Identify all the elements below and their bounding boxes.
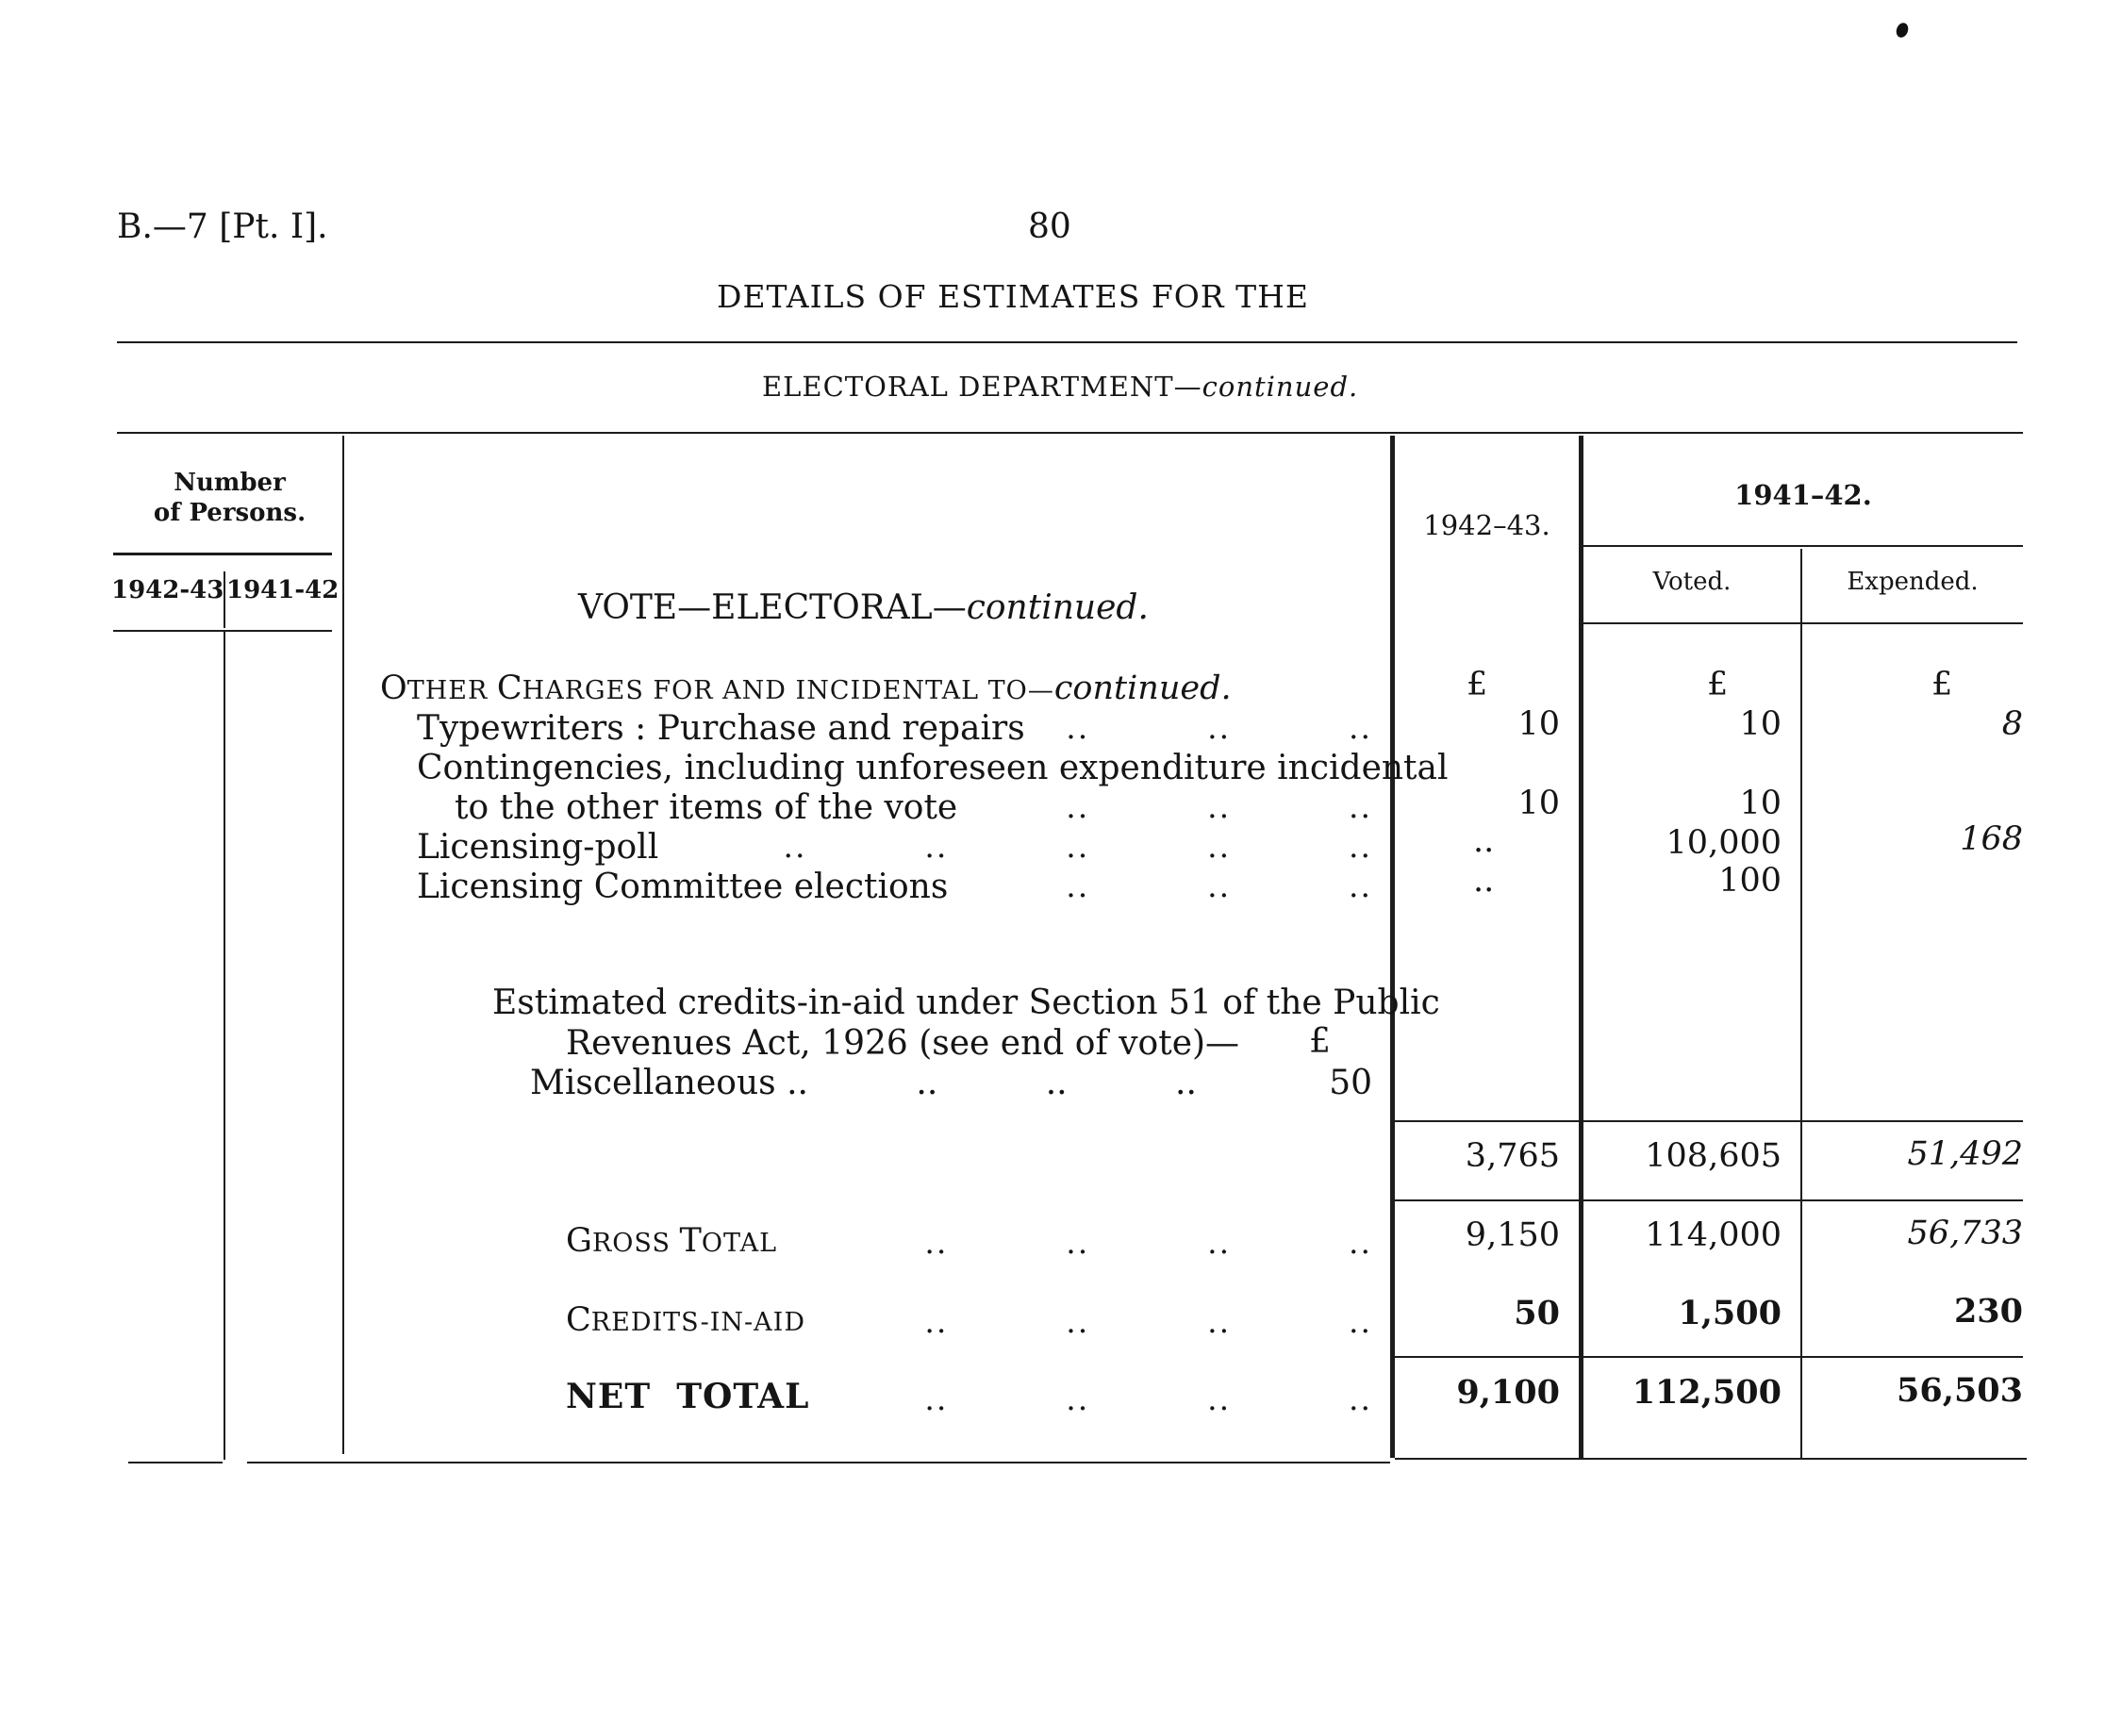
persons-header-line2: of Persons. [153, 499, 307, 527]
subtotal-voted: 108,605 [1645, 1137, 1782, 1175]
net-total-current: 9,100 [1456, 1373, 1560, 1412]
item-voted: 10,000 [1666, 824, 1782, 862]
persons-year-b: 1941-42 [226, 576, 340, 604]
vote-title-text: VOTE—ELECTORAL— [578, 588, 967, 627]
credits-note-currency: £ [1309, 1022, 1331, 1061]
gross-total-part2: OTAL [701, 1229, 778, 1258]
item-current: .. [1473, 822, 1495, 860]
expended-header: Expended. [1847, 568, 1979, 596]
current-year-header: 1942–43. [1423, 509, 1550, 541]
item-label: Typewriters : Purchase and repairs [417, 709, 1025, 748]
page-title: DETAILS OF ESTIMATES FOR THE [717, 278, 1309, 315]
subtotal-expended: 51,492 [1907, 1135, 2023, 1173]
bottom-rule-main [247, 1462, 1390, 1463]
persons-year-tick [224, 571, 225, 628]
vote-title [578, 588, 1149, 627]
credits-note-amount: 50 [1329, 1064, 1372, 1102]
currency-current: £ [1467, 666, 1488, 703]
item-label: Licensing Committee elections [417, 868, 949, 906]
section-heading-initial-c: C [496, 670, 522, 707]
item-label-continuation: to the other items of the vote [455, 788, 958, 827]
net-total-expended: 56,503 [1897, 1371, 2023, 1410]
page-number: 80 [1028, 207, 1071, 246]
top-rule [117, 341, 2017, 343]
vote-title-continued: continued. [966, 588, 1149, 627]
ink-dot [1895, 21, 1911, 39]
persons-divider [224, 630, 225, 1460]
section-heading-initial-o: O [380, 670, 407, 707]
credits-in-aid-voted: 1,500 [1678, 1294, 1782, 1332]
credits-in-aid-initial-c: C [566, 1301, 591, 1339]
net-total-leaders: .. .. .. .. [924, 1381, 1372, 1417]
credits-note-line1: Estimated credits-in-aid under Section 51 of the Public [492, 984, 1440, 1022]
section-heading-part2: HARGES FOR AND INCIDENTAL TO— [522, 676, 1054, 705]
gross-total-part1: ROSS [591, 1229, 680, 1258]
bottom-rule-left [128, 1462, 223, 1463]
persons-header [117, 468, 342, 528]
section-heading [380, 670, 1232, 707]
credits-in-aid-current: 50 [1514, 1294, 1560, 1332]
gross-total-current: 9,150 [1465, 1216, 1560, 1254]
table-top-rule [117, 432, 2023, 434]
item-expended: 8 [2001, 705, 2023, 743]
credits-note-line2: Revenues Act, 1926 (see end of vote)— [566, 1024, 1240, 1063]
department-heading [762, 371, 1358, 403]
gross-total-label [566, 1222, 777, 1260]
net-total-label: NET TOTAL [566, 1377, 810, 1416]
item-expended: 168 [1960, 820, 2023, 858]
item-leaders: .. .. .. [1066, 868, 1372, 904]
item-label: Contingencies, including unforeseen expenditure incidental [417, 749, 1449, 787]
item-label: Licensing-poll [417, 828, 659, 867]
item-voted: 10 [1739, 705, 1782, 743]
credits-in-aid-expended: 230 [1953, 1292, 2023, 1331]
persons-right-rule [342, 436, 344, 1454]
bottom-rule-amounts [1395, 1458, 2027, 1460]
item-current: .. [1473, 862, 1495, 900]
item-voted: 10 [1739, 785, 1782, 822]
item-leaders: .. .. .. [1066, 709, 1372, 746]
gross-total-initial-t: T [679, 1222, 702, 1260]
credits-in-aid-part1: REDITS-IN-AID [590, 1308, 805, 1337]
currency-voted: £ [1707, 666, 1729, 703]
item-current: 10 [1517, 785, 1560, 822]
subtotal-bottom-rule [1395, 1199, 2023, 1201]
item-leaders: .. .. .. [1066, 788, 1372, 825]
item-voted: 100 [1718, 862, 1782, 900]
gross-total-initial-g: G [566, 1222, 592, 1260]
item-leaders: .. .. .. .. .. [783, 828, 1372, 865]
department-continued: continued. [1202, 371, 1359, 403]
persons-year-rule [113, 630, 332, 632]
credits-in-aid-label [566, 1301, 805, 1339]
persons-header-rule [113, 553, 332, 555]
voted-header: Voted. [1652, 568, 1732, 596]
subtotal-top-rule [1395, 1120, 2023, 1122]
currency-expended: £ [1931, 666, 1953, 703]
department-name: ELECTORAL DEPARTMENT— [762, 371, 1202, 403]
net-total-top-rule [1395, 1356, 2023, 1358]
headers-bottom-rule [1583, 622, 2023, 624]
section-heading-part1: THER [406, 676, 497, 705]
subtotal-current: 3,765 [1465, 1137, 1560, 1175]
gross-total-leaders: .. .. .. .. [924, 1224, 1372, 1261]
gross-total-voted: 114,000 [1645, 1216, 1782, 1254]
section-heading-continued: continued. [1053, 670, 1232, 707]
item-current: 10 [1517, 705, 1560, 743]
net-total-voted: 112,500 [1632, 1373, 1782, 1412]
credits-in-aid-leaders: .. .. .. .. [924, 1303, 1372, 1340]
prior-year-header: 1941–42. [1734, 479, 1872, 511]
document-reference: B.—7 [Pt. I]. [117, 207, 328, 246]
credits-note-line3: Miscellaneous .. .. .. .. [530, 1064, 1197, 1102]
persons-header-line1: Number [174, 469, 286, 497]
prior-year-rule [1583, 545, 2023, 547]
persons-year-a: 1942-43 [111, 576, 224, 604]
gross-total-expended: 56,733 [1907, 1215, 2023, 1252]
